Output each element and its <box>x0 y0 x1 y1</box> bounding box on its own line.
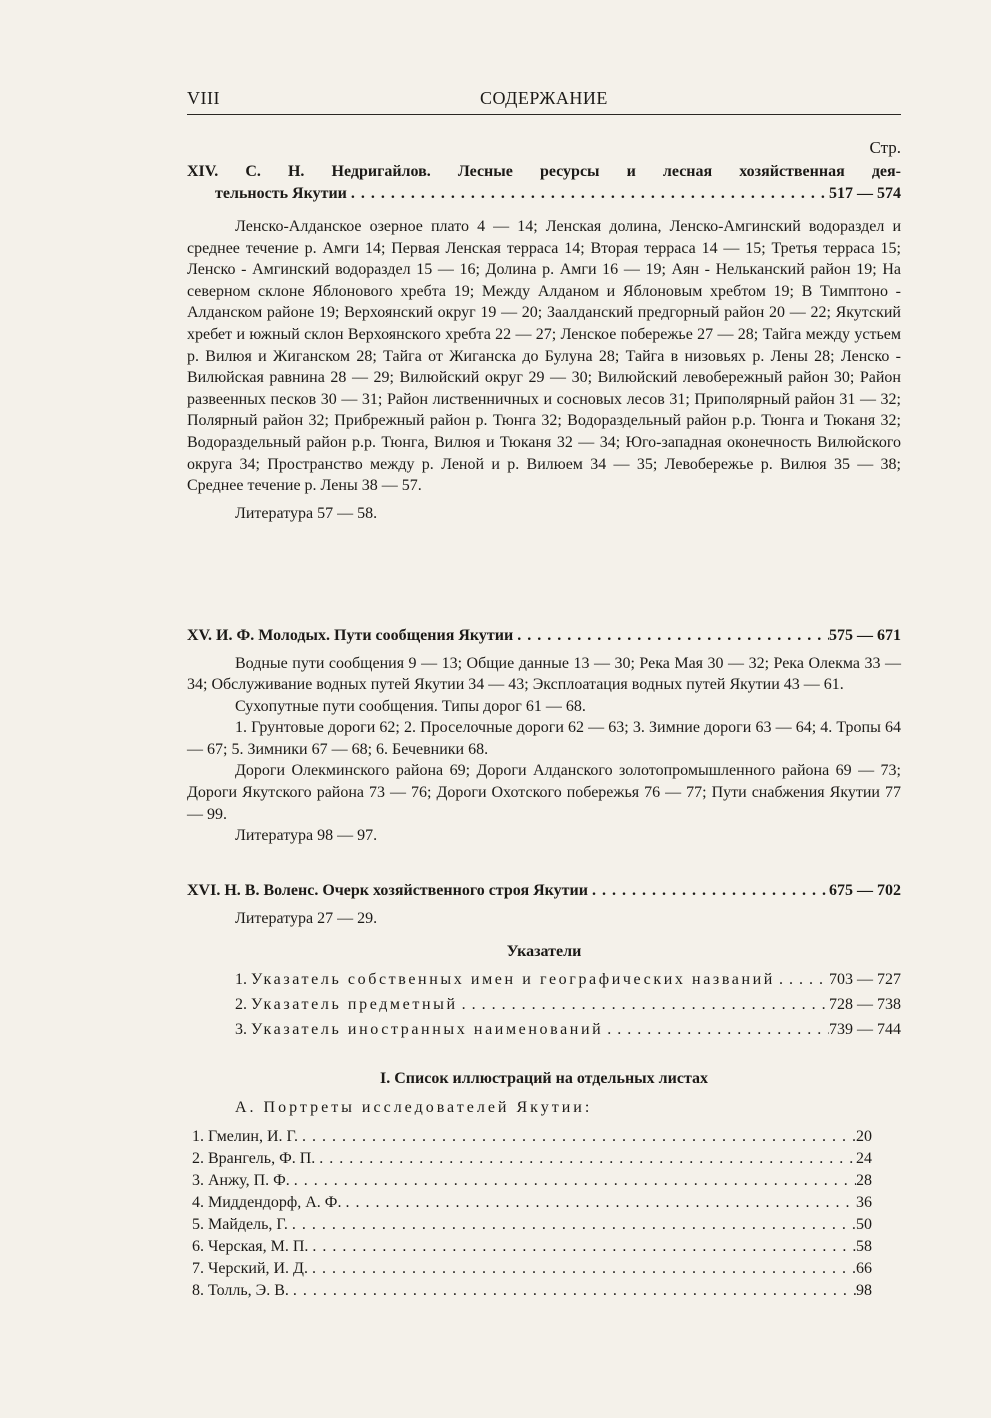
list-item <box>192 1238 872 1256</box>
dot-leader <box>315 1150 856 1168</box>
index-item <box>235 1021 901 1039</box>
portrait-label: 5. Майдель, Г. <box>192 1216 288 1233</box>
entry-title-line2: тельность Якутии <box>215 184 347 202</box>
dot-leader <box>603 1021 829 1039</box>
entry-title-text: XVI. Н. В. Воленс. Очерк хозяйственного строя Якутии <box>187 882 588 899</box>
entry-summary-regions: Дороги Олекминского района 69; Дороги Алданского золотопромышленного района 69 — 73; Дороги Якутского района 73 — 76; Дороги Охотского побережья 76 — 77; Пути снабжения Якутии 77 — 99. <box>187 762 901 823</box>
index-pages: 728 — 738 <box>829 996 901 1013</box>
toc-entry-xiv <box>187 161 901 524</box>
portrait-page: 50 <box>856 1216 872 1233</box>
entry-pages: 575 — 671 <box>829 627 901 644</box>
dot-leader <box>290 1172 856 1190</box>
pages-column-label: Стр. <box>869 138 901 157</box>
index-pages: 739 — 744 <box>829 1021 901 1038</box>
index-pages: 703 — 727 <box>829 971 901 988</box>
index-label: Указатель иностранных наименований <box>251 1021 604 1038</box>
portrait-page: 66 <box>856 1260 872 1277</box>
entry-literature: Литература 98 — 97. <box>235 827 378 845</box>
dot-leader <box>289 1282 856 1300</box>
index-label: Указатель предметный <box>251 996 458 1013</box>
list-item <box>192 1260 872 1278</box>
portrait-label: 1. Гмелин, И. Г. <box>192 1128 298 1145</box>
list-item <box>192 1172 872 1190</box>
dot-leader <box>288 1216 856 1234</box>
entry-summary-land: Сухопутные пути сообщения. Типы дорог 61 — 68. <box>235 697 586 715</box>
entry-title <box>187 880 901 902</box>
entry-summary: Ленско-Алданское озерное плато 4 — 14; Ленская долина, Ленско-Амгинский водораздел и среднее течение р. Амги 14; Первая Ленская терраса 14; Вторая терраса 14 — 15; Третья терраса 15; Ленско - Амгинский водораздел 15 — 16; Долина р. Амги 16 — 19; Аян - Нельканский район 19; На северном склоне Яблонового хребта 19; Между Алданом и Яблоновым хребтом 19; В Тимптоно - Алданском районе 19; Верхоянский округ 19 — 20; Заалданский предгорный район 20 — 22; Якутский хребет и южный склон Верхоянского хребта 22 — 27; Ленское побережье 27 — 28; Тайга между устьем р. Вилюя и Жиганском 28; Тайга от Жиганска до Булуна 28; Тайга в низовьях р. Лены 28; Ленско - Вилюйская равнина 28 — 29; Вилюйский округ 29 — 30; Вилюйский левобережный район 30; Район развеенных песков 30 — 31; Район лиственничных и сосновых лесов 31; Приполярный район 31 — 32; Полярный район 32; Прибрежный район р. Тюнга 32; Водораздельный район р.р. Тюнга и Тюканя 32; Водораздельный район р.р. Тюнга, Вилюя и Тюканя 32 — 34; Юго-западная оконечность Вилюйского округа 34; Пространство между р. Леной и р. Вилюем 34 — 35; Левобережье р. Вилюя 35 — 38; Среднее течение р. Лены 38 — 57. <box>187 218 901 495</box>
entry-literature: Литература 27 — 29. <box>235 909 378 927</box>
dot-leader <box>458 996 829 1014</box>
list-item <box>192 1128 872 1146</box>
entry-literature: Литература 57 — 58. <box>235 504 378 522</box>
portrait-page: 98 <box>856 1282 872 1299</box>
portrait-page: 24 <box>856 1150 872 1167</box>
entry-pages: 517 — 574 <box>829 184 901 202</box>
entry-title-text: XV. И. Ф. Молодых. Пути сообщения Якутии <box>187 627 514 644</box>
list-item <box>192 1150 872 1168</box>
index-label: Указатель собственных имен и географических названий <box>251 971 775 988</box>
index-item <box>235 996 901 1014</box>
dot-leader <box>588 880 829 902</box>
toc-entry-xv <box>187 625 901 847</box>
page-header <box>187 88 901 115</box>
illustrations-heading: I. Список иллюстраций на отдельных листах <box>380 1070 708 1087</box>
entry-title-line1: XIV. С. Н. Недригайлов. Лесные ресурсы и лесная хозяйственная дея- <box>187 163 901 180</box>
toc-entry-xvi <box>187 880 901 929</box>
portraits-subheading: А. Портреты исследователей Якутии: <box>235 1099 593 1116</box>
list-item <box>192 1194 872 1212</box>
entry-title <box>187 161 901 204</box>
portrait-label: 4. Миддендорф, А. Ф. <box>192 1194 342 1211</box>
index-number: 3. <box>235 1021 247 1038</box>
index-number: 2. <box>235 996 247 1013</box>
dot-leader <box>347 183 829 205</box>
dot-leader <box>298 1128 856 1146</box>
dot-leader <box>308 1238 856 1256</box>
index-number: 1. <box>235 971 247 988</box>
dot-leader <box>341 1194 856 1212</box>
entry-pages: 675 — 702 <box>829 882 901 899</box>
indexes-heading: Указатели <box>506 943 582 960</box>
entry-summary-water: Водные пути сообщения 9 — 13; Общие данные 13 — 30; Река Мая 30 — 32; Река Олекма 33 — 34; Обслуживание водных путей Якутии 34 — 43; Эксплоатация водных путей Якутии 43 — 61. <box>187 654 901 694</box>
entry-summary-roads: 1. Грунтовые дороги 62; 2. Проселочные дороги 62 — 63; 3. Зимние дороги 63 — 64; 4. Тропы 64 — 67; 5. Зимники 67 — 68; 6. Бечевники 68. <box>187 719 901 758</box>
portrait-page: 36 <box>856 1194 872 1211</box>
portrait-label: 8. Толль, Э. В. <box>192 1282 289 1299</box>
running-title: СОДЕРЖАНИЕ <box>480 88 608 108</box>
list-item <box>192 1216 872 1234</box>
dot-leader <box>775 971 829 989</box>
portrait-page: 58 <box>856 1238 872 1255</box>
portrait-label: 3. Анжу, П. Ф. <box>192 1172 290 1189</box>
portrait-label: 6. Черская, М. П. <box>192 1238 309 1255</box>
list-item <box>192 1282 872 1300</box>
dot-leader <box>513 625 829 647</box>
portrait-label: 2. Врангель, Ф. П. <box>192 1150 316 1167</box>
portrait-label: 7. Черский, И. Д. <box>192 1260 308 1277</box>
dot-leader <box>308 1260 856 1278</box>
index-item <box>235 971 901 989</box>
entry-title <box>187 625 901 647</box>
page-number: VIII <box>187 88 220 108</box>
portrait-page: 28 <box>856 1172 872 1189</box>
portrait-page: 20 <box>856 1128 872 1145</box>
